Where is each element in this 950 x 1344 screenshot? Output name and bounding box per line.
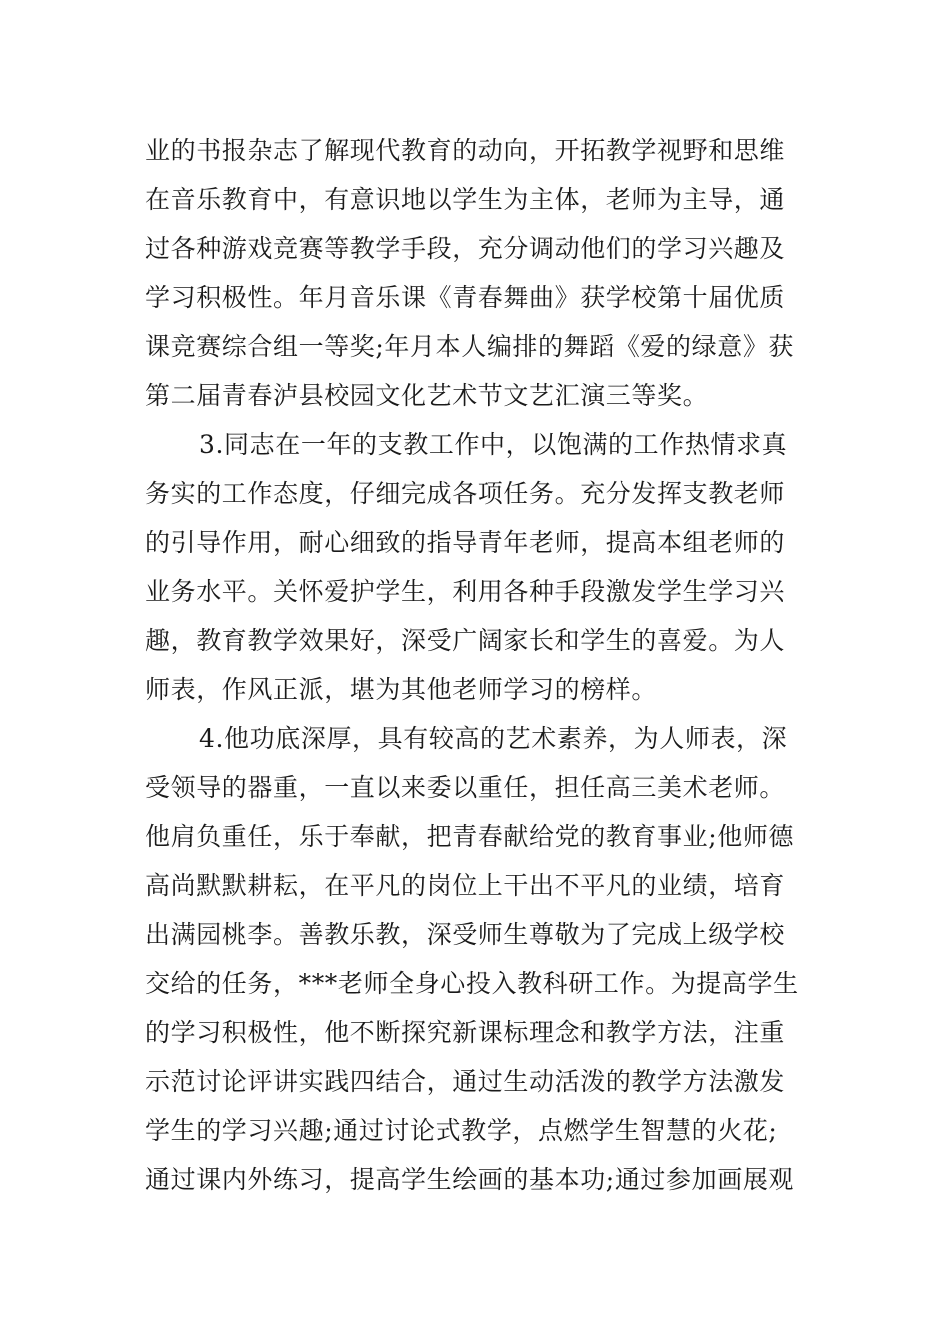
text-line-5: 课竞赛综合组一等奖;年月本人编排的舞蹈《爱的绿意》获	[145, 332, 795, 361]
text-line-7: 3.同志在一年的支教工作中，以饱满的工作热情求真	[199, 430, 788, 459]
text-line-8: 务实的工作态度，仔细完成各项任务。充分发挥支教老师	[145, 479, 786, 508]
text-line-14: 受领导的器重，一直以来委以重任，担任高三美术老师。	[145, 773, 786, 802]
text-line-22: 通过课内外练习，提高学生绘画的基本功;通过参加画展观	[145, 1165, 795, 1194]
text-line-15: 他肩负重任，乐于奉献，把青春献给党的教育事业;他师德	[145, 822, 795, 851]
text-line-21: 学生的学习兴趣;通过讨论式教学，点燃学生智慧的火花;	[145, 1116, 778, 1145]
text-line-13: 4.他功底深厚，具有较高的艺术素养，为人师表，深	[199, 724, 788, 753]
text-line-20: 示范讨论评讲实践四结合，通过生动活泼的教学方法激发	[145, 1067, 786, 1096]
text-line-3: 过各种游戏竞赛等教学手段，充分调动他们的学习兴趣及	[145, 234, 786, 263]
text-line-18: 交给的任务，***老师全身心投入教科研工作。为提高学生	[145, 969, 799, 998]
text-line-9: 的引导作用，耐心细致的指导青年老师，提高本组老师的	[145, 528, 786, 557]
text-line-4: 学习积极性。年月音乐课《青春舞曲》获学校第十届优质	[145, 283, 786, 312]
text-line-2: 在音乐教育中，有意识地以学生为主体，老师为主导，通	[145, 185, 786, 214]
body-text	[145, 126, 810, 1204]
text-line-10: 业务水平。关怀爱护学生，利用各种手段激发学生学习兴	[145, 577, 786, 606]
text-line-6: 第二届青春泸县校园文化艺术节文艺汇演三等奖。	[145, 381, 709, 410]
text-line-17: 出满园桃李。善教乐教，深受师生尊敬为了完成上级学校	[145, 920, 786, 949]
text-line-11: 趣，教育教学效果好，深受广阔家长和学生的喜爱。为人	[145, 626, 786, 655]
text-line-19: 的学习积极性，他不断探究新课标理念和教学方法，注重	[145, 1018, 786, 1047]
text-line-1: 业的书报杂志了解现代教育的动向，开拓教学视野和思维	[145, 136, 786, 165]
text-line-12: 师表，作风正派，堪为其他老师学习的榜样。	[145, 675, 658, 704]
text-line-16: 高尚默默耕耘，在平凡的岗位上干出不平凡的业绩，培育	[145, 871, 786, 900]
